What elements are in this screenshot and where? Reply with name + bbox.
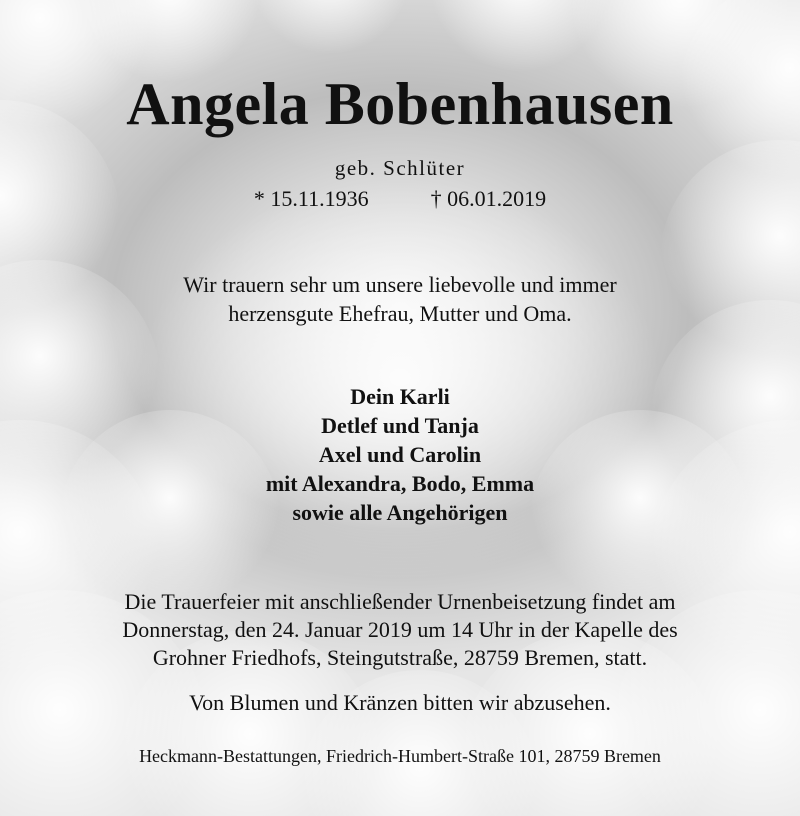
family-line: Dein Karli (350, 384, 450, 409)
ceremony-line: Grohner Friedhofs, Steingutstraße, 28759 Bremen, statt. (152, 645, 648, 670)
family-line: mit Alexandra, Bodo, Emma (265, 471, 535, 496)
birth-date: * 15.11.1936 (253, 186, 369, 211)
family-line: Detlef und Tanja (321, 413, 479, 438)
mourning-text (0, 270, 800, 328)
undertaker-line: Heckmann-Bestattungen, Friedrich-Humbert-Straße 101, 28759 Bremen (139, 746, 661, 766)
maiden-name: geb. Schlüter (334, 156, 466, 180)
death-date: † 06.01.2019 (430, 186, 547, 211)
deceased-name: Angela Bobenhausen (126, 71, 674, 137)
family-line: Axel und Carolin (318, 442, 482, 467)
ceremony-line: Die Trauerfeier mit anschließender Urnenbeisetzung findet am (124, 589, 676, 614)
ceremony-line: Donnerstag, den 24. Januar 2019 um 14 Uhr in der Kapelle des (122, 617, 678, 642)
flowers-note: Von Blumen und Kränzen bitten wir abzusehen. (189, 690, 611, 715)
ceremony-details (0, 588, 800, 672)
mourning-line: herzensgute Ehefrau, Mutter und Oma. (228, 301, 572, 326)
mourning-line: Wir trauern sehr um unsere liebevolle und immer (183, 272, 617, 297)
family-signatures (0, 382, 800, 527)
life-dates (0, 186, 800, 212)
family-line: sowie alle Angehörigen (292, 500, 508, 525)
